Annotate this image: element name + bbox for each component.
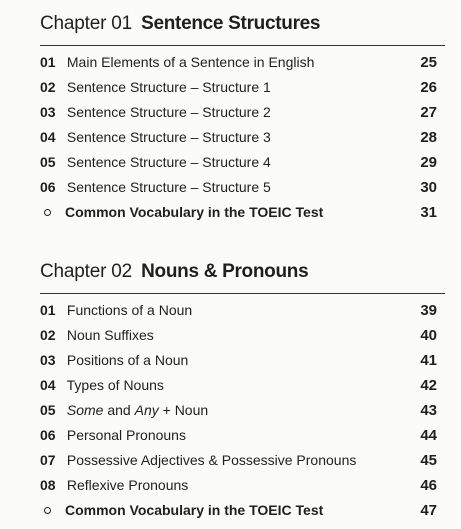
toc-item-page: 26 (420, 79, 437, 96)
toc-item-number: 03 (40, 104, 56, 120)
toc-item-title-italic: Some (66, 402, 104, 418)
toc-item-number: 08 (40, 477, 56, 493)
toc-item[interactable] (40, 75, 445, 100)
toc-item-page: 42 (420, 377, 437, 394)
toc-item-title: Positions of a Noun (66, 352, 189, 368)
toc-item-page: 41 (420, 352, 437, 369)
toc-item[interactable] (40, 175, 445, 200)
toc-item[interactable] (40, 50, 445, 75)
toc-item[interactable] (40, 373, 445, 398)
toc-item-page: 25 (420, 54, 437, 71)
chapter-label: Chapter 01 (40, 13, 133, 34)
toc-item-page: 44 (420, 427, 437, 444)
toc-item-title: Common Vocabulary in the TOEIC Test (65, 204, 324, 220)
toc-item-page: 46 (420, 477, 437, 494)
toc-item-page: 39 (420, 302, 437, 319)
toc-item-vocabulary[interactable] (40, 498, 445, 523)
toc-item[interactable] (40, 473, 445, 498)
toc-item-page: 45 (420, 452, 437, 469)
chapter-01-section (40, 8, 445, 225)
toc-item-number: 05 (40, 402, 56, 418)
toc-item-title: Noun Suffixes (66, 327, 154, 343)
toc-item-page: 43 (420, 402, 437, 419)
toc-item-title: Main Elements of a Sentence in English (66, 54, 315, 70)
toc-item-title: Sentence Structure – Structure 1 (66, 79, 271, 95)
toc-item-title: Types of Nouns (66, 377, 164, 393)
chapter-heading (40, 8, 445, 40)
chapter-divider (40, 45, 445, 46)
toc-item-number: 02 (40, 79, 56, 95)
chapter-02-section (40, 256, 445, 523)
toc-item-title: Sentence Structure – Structure 2 (66, 104, 271, 120)
toc-item[interactable] (40, 298, 445, 323)
toc-item-number: 06 (40, 179, 56, 195)
toc-item-title: Sentence Structure – Structure 5 (66, 179, 271, 195)
toc-item[interactable] (40, 323, 445, 348)
toc-item-page: 30 (420, 179, 437, 196)
toc-item-title: Common Vocabulary in the TOEIC Test (65, 502, 324, 518)
toc-item-title: Reflexive Pronouns (66, 477, 189, 493)
toc-item-page: 28 (420, 129, 437, 146)
toc-item[interactable] (40, 398, 445, 423)
toc-item-title: Sentence Structure – Structure 4 (66, 154, 271, 170)
toc-item[interactable] (40, 448, 445, 473)
toc-item-title-italic: Any (134, 402, 159, 418)
toc-item-title-part: + Noun (158, 402, 209, 418)
toc-item-title-part: and (103, 402, 135, 418)
toc-item[interactable] (40, 348, 445, 373)
toc-item-number: 03 (40, 352, 56, 368)
chapter-title: Nouns & Pronouns (141, 261, 309, 282)
toc-item-page: 31 (420, 204, 437, 221)
toc-item-number: 02 (40, 327, 56, 343)
toc-item-number: 01 (40, 54, 56, 70)
toc-item-number: 07 (40, 452, 56, 468)
toc-item-page: 47 (420, 502, 437, 519)
chapter-divider (40, 293, 445, 294)
toc-item-vocabulary[interactable] (40, 200, 445, 225)
toc-item-number: 06 (40, 427, 56, 443)
toc-item-number: 04 (40, 129, 56, 145)
toc-item-title: Functions of a Noun (66, 302, 193, 318)
toc-item[interactable] (40, 100, 445, 125)
toc-item-page: 27 (420, 104, 437, 121)
toc-item-number: 01 (40, 302, 56, 318)
chapter-title: Sentence Structures (141, 13, 321, 34)
toc-item-title (67, 402, 208, 418)
toc-item-page: 29 (420, 154, 437, 171)
toc-item[interactable] (40, 125, 445, 150)
toc-item[interactable] (40, 150, 445, 175)
toc-item-number: 04 (40, 377, 56, 393)
toc-item-number: 05 (40, 154, 56, 170)
chapter-heading (40, 256, 445, 288)
toc-item[interactable] (40, 423, 445, 448)
toc-list (40, 50, 445, 225)
toc-item-title: Sentence Structure – Structure 3 (66, 129, 271, 145)
toc-item-page: 40 (420, 327, 437, 344)
toc-item-title: Personal Pronouns (66, 427, 186, 443)
toc-item-title: Possessive Adjectives & Possessive Pronouns (66, 452, 357, 468)
chapter-label: Chapter 02 (40, 261, 133, 282)
toc-list (40, 298, 445, 523)
bullet-icon (44, 209, 51, 216)
bullet-icon (44, 507, 51, 514)
